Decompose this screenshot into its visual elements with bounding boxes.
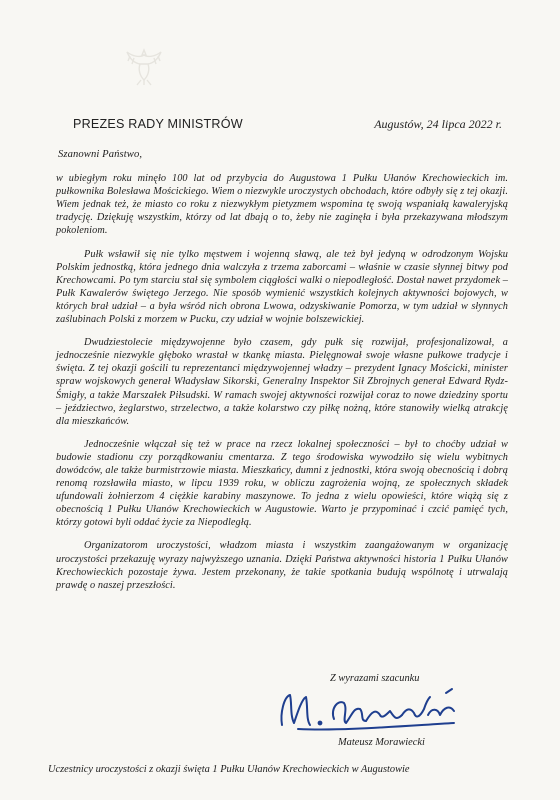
signer-name: Mateusz Morawiecki bbox=[338, 737, 425, 748]
letter-body bbox=[56, 148, 508, 602]
paragraph-4 bbox=[56, 438, 508, 530]
paragraph-5 bbox=[56, 539, 508, 591]
recipient-line: Uczestnicy uroczystości z okazji święta 1 Pułku Ułanów Krechowieckich w Augustowie bbox=[48, 764, 410, 775]
paragraph-5-text: Organizatorom uroczystości, władzom miasta i wszystkim zaangażowanym w organizację uroczystości przekazuję wyrazy najwyższego uznania. Dzięki Państwa aktywności historia 1 Pułku Ułanów Krechowieckich pozostaje żywa. Jestem przekonany, że takie spotkania budują wspólnotę i utrwalają prawdę o naszej przeszłości. bbox=[56, 540, 508, 591]
paragraph-3 bbox=[56, 336, 508, 428]
place-and-date: Augustów, 24 lipca 2022 r. bbox=[374, 117, 502, 131]
salutation: Szanowni Państwo, bbox=[58, 149, 143, 160]
paragraph-1: w ubiegłym roku minęło 100 lat od przybycia do Augustowa 1 Pułku Ułanów Krechowieckich im. pułkownika Bolesława Mościckiego. Wiem o niezwykle uroczystych obchodach, które odbyły się z tej okazji. Wiem jednak też, że miasto co roku z niezwykłym pietyzmem wspomina tę swoją wspaniałą kawaleryjską tradycję. Dziękuję wszystkim, którzy od lat dbają o to, żeby nie zaginęła i była przekazywana młodszym pokoleniom. bbox=[56, 173, 508, 237]
office-heading: PREZES RADY MINISTRÓW bbox=[73, 117, 243, 131]
paragraph-3-text: Dwudziestolecie międzywojenne było czasem, gdy pułk się rozwijał, profesjonalizował, a jednocześnie niezwykle głęboko wrastał w tkankę miasta. Pielęgnował swoje własne pułkowe tradycje i święta. Z tej okazji gościli tu reprezentanci międzywojennej władzy – prezydent Ignacy Mościcki, minister spraw wojskowych generał Władysław Sikorski, Generalny Inspektor Sił Zbrojnych generał Edward Rydz-Śmigły, a także Marszałek Piłsudski. W ramach swojej aktywności rozwijał coraz to nowe dziedziny sportu – jeździectwo, żeglarstwo, strzelectwo, a także kolarstwo czy piłkę nożną, które stanowiły wielką atrakcję dla mieszkańców. bbox=[56, 337, 508, 427]
paragraph-2 bbox=[56, 248, 508, 327]
handwritten-signature bbox=[268, 685, 478, 737]
paragraph-4-text: Jednocześnie włączał się też w prace na rzecz lokalnej społeczności – był to choćby udział w budowie stadionu czy porządkowaniu cmentarza. Z tego środowiska wywodziło się wielu wybitnych dowódców, ale także burmistrzowie miasta. Mieszkańcy, dumni z jednostki, która swoją obecnością i dobrą renomą rozsławiła miasto, w lipcu 1939 roku, w obliczu zagrożenia wojną, ze społecznych składek ufundowali żołnierzom 4 ciężkie karabiny maszynowe. To jedna z wielu opowieści, które wiążą się z obecnością 1 Pułku Ułanów Krechowieckich w Augustowie. Warto je przypominać i czcić pamięć tych, którzy gotowi byli oddać życie za Niepodległą. bbox=[56, 438, 508, 529]
paragraph-2-text: Pułk wsławił się nie tylko męstwem i wojenną sławą, ale też był jedyną w odrodzonym Wojsku Polskim jednostką, która jednego dnia walczyła z trzema zaborcami – właśnie w czasie słynnej bitwy pod Krechowcami. Po tym starciu stał się symbolem ciągłości walki o niepodległość. Dostał nawet przydomek – Pułk Kawalerów świętego Jerzego. Nie sposób wymienić wszystkich kolejnych aktywności bojowych, w których brał udział – a była wśród nich obrona Lwowa, odzyskiwanie Pomorza, w tym udział w słynnych zaślubinach Polski z morzem w Pucku, czy udział w wojnie bolszewickiej. bbox=[56, 248, 508, 326]
closing-phrase: Z wyrazami szacunku bbox=[330, 673, 420, 684]
white-eagle-emblem-icon bbox=[122, 44, 166, 88]
